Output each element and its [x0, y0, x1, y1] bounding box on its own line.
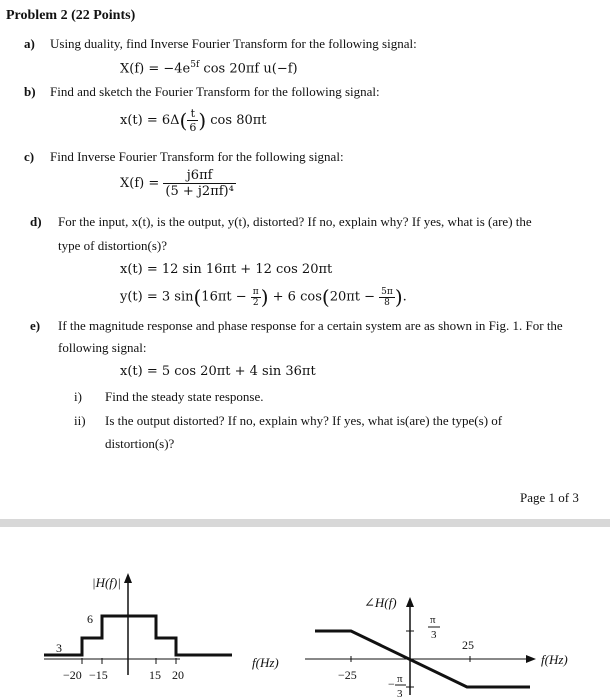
magnitude-tick-label-neg15: −15 [89, 668, 108, 682]
magnitude-tick-label-20: 20 [172, 668, 184, 682]
part-b-equation: x(t) = 6Δ( $\frac{t}{6}$ ) cos 80πt [120, 107, 267, 134]
part-c-equation: X(f) = $\frac{j6\pi f}{\text{(5 + j2πf)⁴}}$ [120, 168, 234, 199]
part-e-text-line2: following signal: [58, 340, 147, 355]
phase-neg-den: 3 [397, 688, 403, 700]
phase-pos-num: π [430, 614, 436, 626]
part-c-label: c) [24, 149, 35, 164]
magnitude-tick-label-neg20: −20 [63, 668, 82, 682]
part-d-text-line1: For the input, x(t), is the output, y(t), distorted? If no, explain why? If yes, what is (are) the [58, 214, 532, 229]
part-c-text: Find Inverse Fourier Transform for the following signal: [50, 149, 344, 164]
part-b-text: Find and sketch the Fourier Transform for the following signal: [50, 84, 380, 99]
phase-neg-num: π [397, 673, 403, 685]
part-e-text-line1: If the magnitude response and phase response for a certain system are as shown in Fig. 1. For the [58, 318, 563, 333]
part-e-label: e) [30, 318, 41, 333]
problem-title: Problem 2 (22 Points) [6, 8, 136, 23]
part-e-sub-i-label: i) [74, 389, 82, 404]
magnitude-level-3: 3 [56, 641, 62, 655]
part-d-input-equation: x(t) = 12 sin 16πt + 12 cos 20πt [120, 262, 333, 277]
part-e-sub-ii-label: ii) [74, 413, 86, 428]
magnitude-ylabel: |H(f)| [92, 575, 121, 590]
phase-ylabel: ∠H(f) [364, 595, 397, 610]
phase-xlabel: f(Hz) [541, 652, 568, 667]
magnitude-xlabel: f(Hz) [252, 655, 279, 670]
part-d-text-line2: type of distortion(s)? [58, 238, 168, 253]
phase-tick-label-neg25: −25 [338, 668, 357, 682]
figure-1 [0, 527, 610, 700]
part-e-equation: x(t) = 5 cos 20πt + 4 sin 36πt [120, 364, 316, 379]
phase-pos-den: 3 [431, 629, 437, 641]
part-d-label: d) [30, 214, 42, 229]
phase-tick-label-25: 25 [462, 638, 474, 652]
part-a-label: a) [24, 36, 35, 51]
phase-x-arrow [526, 655, 536, 663]
part-d-output-equation: y(t) = 3 sin(16πt − $\frac{\pi}{2}$ ) + 6 cos(20πt − $\frac{5\pi}{8}$ ). [120, 285, 407, 309]
magnitude-y-arrow [124, 573, 132, 583]
magnitude-tick-label-15: 15 [149, 668, 161, 682]
part-a-text: Using duality, find Inverse Fourier Transform for the following signal: [50, 36, 417, 51]
part-e-sub-ii-continuation: distortion(s)? [105, 436, 175, 451]
magnitude-level-6: 6 [87, 612, 93, 626]
part-a-equation: $X(f) = -4e^{5f}$ cos 20πf u(−f) [120, 60, 298, 77]
page-divider [0, 519, 610, 527]
phase-y-arrow [406, 597, 414, 607]
page-number: Page 1 of 3 [520, 490, 579, 505]
phase-neg-sign: − [388, 677, 395, 691]
magnitude-response-curve [44, 616, 232, 655]
part-e-sub-i-text: Find the steady state response. [105, 389, 264, 404]
part-e-sub-ii-text: Is the output distorted? If no, explain why? If yes, what is(are) the type(s) of [105, 413, 503, 428]
part-b-label: b) [24, 84, 36, 99]
